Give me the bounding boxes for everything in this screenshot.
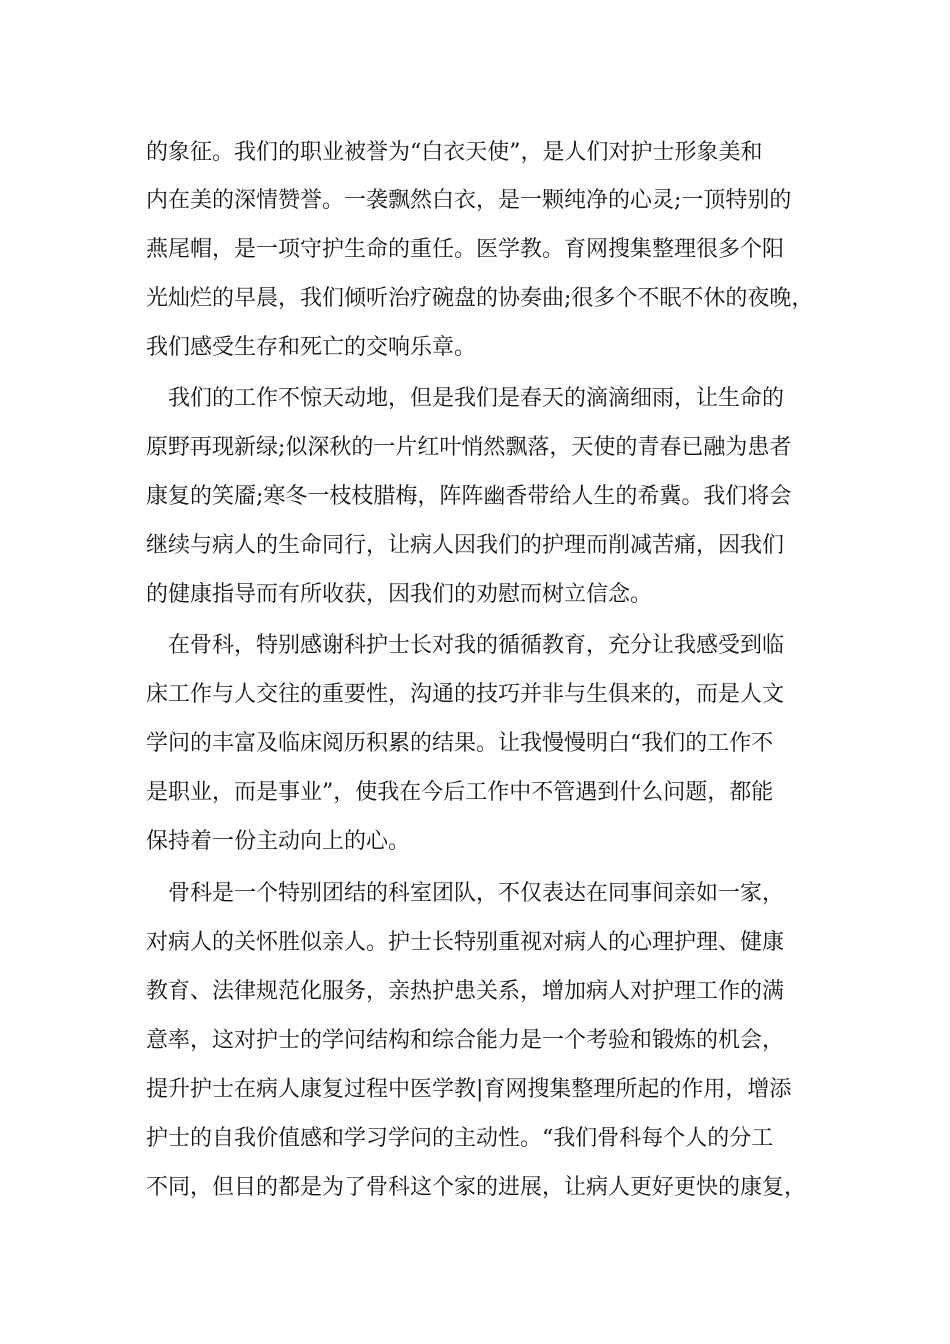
paragraph-2-line-5: 的健康指导而有所收获，因我们的劝慰而树立信念。	[146, 582, 653, 607]
paragraph-4-line-4: 意率，这对护士的学问结构和综合能力是一个考验和锻炼的机会，	[146, 1028, 785, 1053]
paragraph-4-line-3: 教育、法律规范化服务，亲热护患关系，增加病人对护理工作的满	[146, 979, 785, 1004]
paragraph-2-line-1: 我们的工作不惊天动地，但是我们是春天的滴滴细雨，让生命的	[168, 386, 785, 411]
paragraph-3-line-3: 学问的丰富及临床阅历积累的结果。让我慢慢明白“我们的工作不	[146, 731, 774, 756]
paragraph-2-line-4: 继续与病人的生命同行，让病人因我们的护理而削减苦痛，因我们	[146, 533, 785, 558]
paragraph-4-line-1: 骨科是一个特别团结的科室团队，不仅表达在同事间亲如一家，	[168, 881, 785, 906]
paragraph-1-line-3: 燕尾帽，是一项守护生命的重任。医学教。育网搜集整理很多个阳	[146, 237, 785, 262]
paragraph-2-line-3: 康复的笑靥;寒冬一枝枝腊梅，阵阵幽香带给人生的希冀。我们将会	[146, 484, 792, 509]
paragraph-3-line-4: 是职业，而是事业”，使我在今后工作中不管遇到什么问题，都能	[146, 780, 774, 805]
paragraph-1-line-2: 内在美的深情赞誉。一袭飘然白衣，是一颗纯净的心灵;一顶特别的	[146, 188, 792, 213]
paragraph-4-line-2: 对病人的关怀胜似亲人。护士长特别重视对病人的心理护理、健康	[146, 930, 785, 955]
paragraph-3-line-1: 在骨科，特别感谢科护士长对我的循循教育，充分让我感受到临	[168, 633, 785, 658]
paragraph-1-line-5: 我们感受生存和死亡的交响乐章。	[146, 335, 477, 360]
paragraph-4-line-6: 护士的自我价值感和学习学问的主动性。“我们骨科每个人的分工	[146, 1126, 774, 1151]
paragraph-2-line-2: 原野再现新绿;似深秋的一片红叶悄然飘落，天使的青春已融为患者	[146, 435, 792, 460]
paragraph-1-line-1: 的象征。我们的职业被誉为“白衣天使”，是人们对护士形象美和	[146, 140, 763, 165]
paragraph-4-line-5: 提升护士在病人康复过程中医学教|育网搜集整理所起的作用，增添	[146, 1077, 792, 1102]
paragraph-3-line-5: 保持着一份主动向上的心。	[146, 829, 411, 854]
paragraph-3-line-2: 床工作与人交往的重要性，沟通的技巧并非与生俱来的，而是人文	[146, 682, 785, 707]
paragraph-1-line-4: 光灿烂的早晨，我们倾听治疗碗盘的协奏曲;很多个不眠不休的夜晚，	[146, 286, 814, 311]
paragraph-4-line-7: 不同，但目的都是为了骨科这个家的进展，让病人更好更快的康复，	[146, 1175, 807, 1200]
